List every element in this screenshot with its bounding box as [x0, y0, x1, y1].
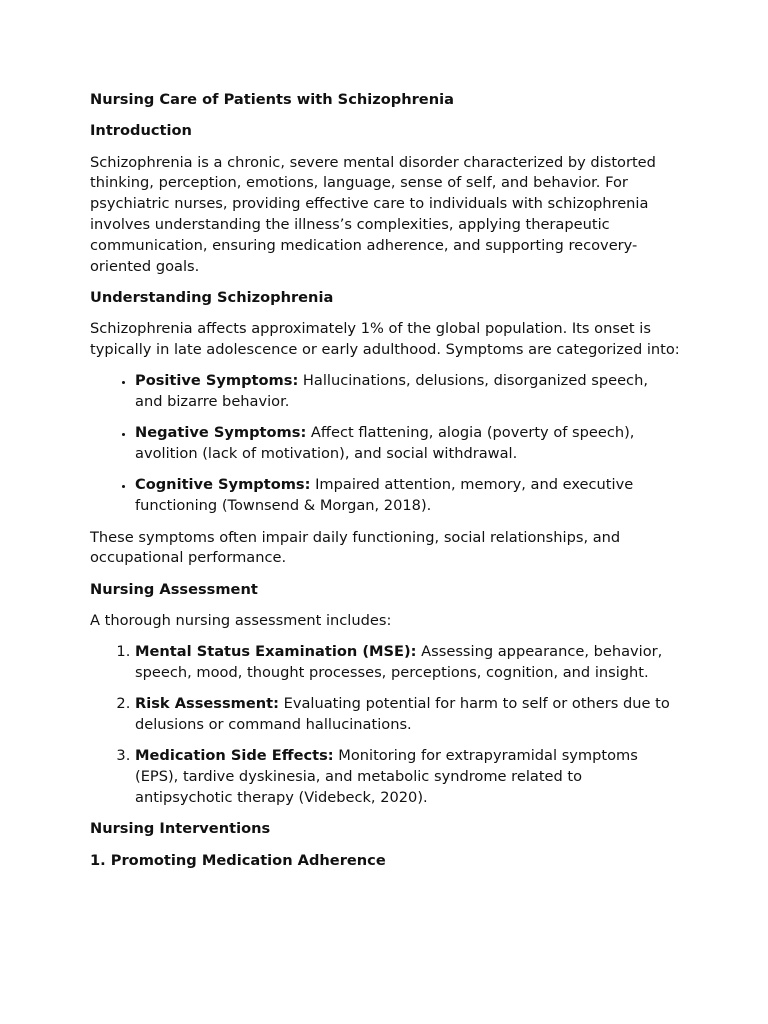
symptom-item-positive [135, 371, 680, 413]
assessment-text: Monitoring for extrapyramidal symptoms (EPS), tardive dyskinesia, and metabolic syndrome related to antipsychotic therapy (Videbeck, 2020). [135, 747, 638, 807]
document-title: Nursing Care of Patients with Schizophrenia [90, 91, 454, 108]
assessment-heading: Nursing Assessment [90, 580, 258, 598]
understanding-heading: Understanding Schizophrenia [90, 288, 334, 306]
symptom-item-negative [135, 423, 680, 465]
assessment-term: Medication Side Effects: [135, 747, 334, 765]
symptom-term: Positive Symptoms: [135, 372, 299, 390]
assessment-term: Mental Status Examination (MSE): [135, 643, 417, 661]
assessment-paragraph: A thorough nursing assessment includes: [90, 611, 392, 629]
symptom-text: Affect flattening, alogia (poverty of speech), avolition (lack of motivation), and social withdrawal. [135, 424, 635, 463]
symptom-term: Negative Symptoms: [135, 424, 307, 442]
document-page [90, 90, 680, 882]
assessment-item-risk [135, 694, 680, 736]
assessment-list [90, 642, 680, 809]
symptom-text: Hallucinations, delusions, disorganized speech, and bizarre behavior. [135, 372, 648, 411]
symptom-item-cognitive [135, 475, 680, 517]
assessment-item-side-effects [135, 746, 680, 808]
assessment-item-mse [135, 642, 680, 684]
introduction-heading: Introduction [90, 122, 192, 140]
understanding-closing-paragraph: These symptoms often impair daily functioning, social relationships, and occupational performance. [90, 528, 621, 567]
assessment-text: Evaluating potential for harm to self or others due to delusions or command hallucinations. [135, 695, 670, 734]
interventions-subheading: 1. Promoting Medication Adherence [90, 851, 386, 869]
introduction-paragraph: Schizophrenia is a chronic, severe mental disorder characterized by distorted thinking, perception, emotions, language, sense of self, and behavior. For psychiatric nurses, providing effective care to individuals with schizophrenia involves understanding the illness’s complexities, applying therapeutic communication, ensuring medication adherence, and supporting recovery-oriented goals. [90, 153, 656, 275]
understanding-paragraph: Schizophrenia affects approximately 1% of the global population. Its onset is typically in late adolescence or early adulthood. Symptoms are categorized into: [90, 320, 680, 358]
assessment-text: Assessing appearance, behavior, speech, mood, thought processes, perceptions, cognition, and insight. [135, 643, 663, 682]
interventions-heading: Nursing Interventions [90, 820, 271, 838]
assessment-term: Risk Assessment: [135, 695, 279, 713]
symptom-term: Cognitive Symptoms: [135, 476, 311, 494]
symptom-text: Impaired attention, memory, and executive functioning (Townsend & Morgan, 2018). [135, 476, 634, 515]
symptoms-list [90, 371, 680, 517]
